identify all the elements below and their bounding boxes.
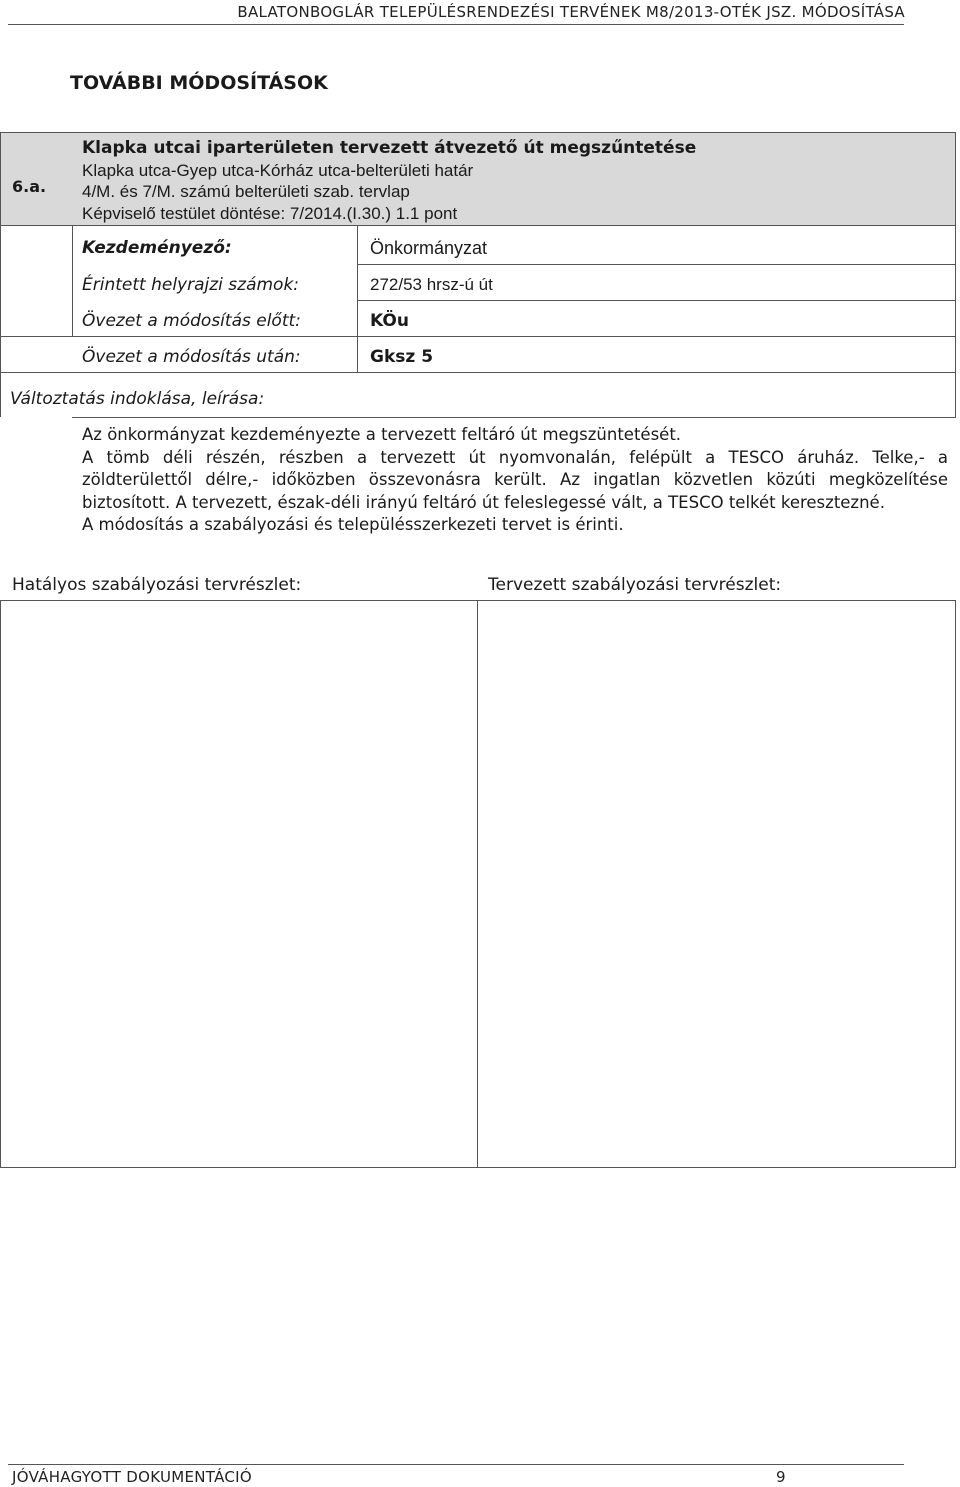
item-title: Klapka utcai iparterületen tervezett átvezető út megszűntetése bbox=[82, 138, 697, 158]
current-plan-label: Hatályos szabályozási tervrészlet: bbox=[12, 575, 302, 595]
zone-after-label: Övezet a módosítás után: bbox=[82, 347, 301, 367]
table-row-divider bbox=[0, 372, 956, 373]
planned-plan-panel bbox=[477, 600, 956, 1168]
table-row-divider bbox=[357, 264, 956, 265]
table-row-divider bbox=[0, 336, 956, 337]
item-subtitle-line: Képviselő testület döntése: 7/2014.(I.30.) 1.1 pont bbox=[82, 204, 458, 223]
parcels-value: 272/53 hrsz-ú út bbox=[370, 275, 493, 294]
zone-before-label: Övezet a módosítás előtt: bbox=[82, 311, 301, 331]
parcels-label: Érintett helyrajzi számok: bbox=[82, 275, 300, 295]
planned-plan-label: Tervezett szabályozási tervrészlet: bbox=[488, 575, 782, 595]
table-col-divider bbox=[357, 225, 358, 373]
justification-divider bbox=[72, 417, 956, 418]
table-inner-vline bbox=[72, 225, 73, 337]
justification-text bbox=[82, 424, 948, 537]
item-subtitle-line: 4/M. és 7/M. számú belterületi szab. tervlap bbox=[82, 182, 410, 201]
footer-divider bbox=[8, 1464, 904, 1465]
justification-border-left bbox=[0, 373, 1, 417]
initiator-label: Kezdeményező: bbox=[82, 238, 232, 258]
justification-paragraph: Az önkormányzat kezdeményezte a tervezett feltáró út megszüntetését. bbox=[82, 425, 682, 444]
header-divider bbox=[8, 24, 904, 25]
justification-label: Változtatás indoklása, leírása: bbox=[10, 389, 265, 409]
running-header: BALATONBOGLÁR TELEPÜLÉSRENDEZÉSI TERVÉNEK M8/2013-OTÉK JSZ. MÓDOSÍTÁSA bbox=[237, 3, 905, 21]
justification-border-right bbox=[955, 373, 956, 417]
page-number: 9 bbox=[776, 1468, 786, 1486]
table-row-divider bbox=[357, 300, 956, 301]
table-border-right bbox=[955, 225, 956, 373]
footer-doc-status: JÓVÁHAGYOTT DOKUMENTÁCIÓ bbox=[12, 1468, 252, 1486]
initiator-value: Önkormányzat bbox=[370, 238, 488, 258]
justification-paragraph: A módosítás a szabályozási és településszerkezeti tervet is érinti. bbox=[82, 515, 624, 534]
zone-after-value: Gksz 5 bbox=[370, 347, 434, 367]
item-subtitle-line: Klapka utca-Gyep utca-Kórház utca-belterületi határ bbox=[82, 161, 474, 180]
zone-before-value: KÖu bbox=[370, 311, 409, 331]
justification-paragraph: A tömb déli részén, részben a tervezett út nyomvonalán, felépült a TESCO áruház. Telke,- a zöldterülettől délre,- időközben összevonásra került. Az ingatlan közvetlen közúti megközelítése biztosított. A tervezett, észak-déli irányú feltáró út feleslegessé vált, a TESCO telkét keresztezné. bbox=[82, 447, 948, 512]
section-title: TOVÁBBI MÓDOSÍTÁSOK bbox=[70, 72, 328, 94]
table-border-left bbox=[0, 225, 1, 373]
current-plan-panel bbox=[0, 600, 478, 1168]
item-number: 6.a. bbox=[12, 177, 47, 196]
